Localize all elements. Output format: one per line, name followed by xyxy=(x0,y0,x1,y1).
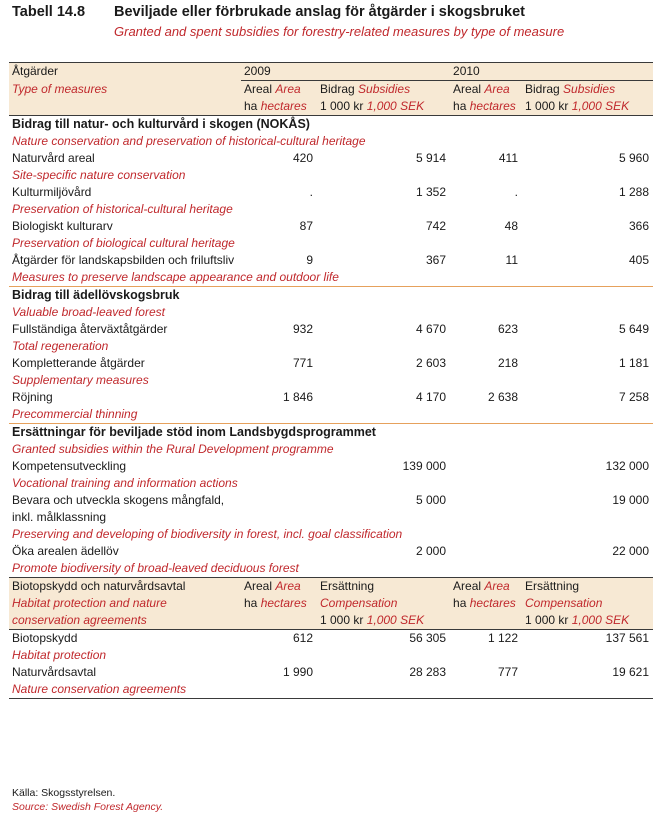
area-2009: . xyxy=(309,185,313,199)
header-year-2010: 2010 xyxy=(450,63,653,81)
table-row-en xyxy=(9,235,653,252)
section-title-en: Valuable broad-leaved forest xyxy=(12,305,165,319)
subsidy-2010: 366 xyxy=(629,219,650,233)
row-label-en: Site-specific nature conservation xyxy=(12,168,186,182)
header2-comp-en-2010: Compensation xyxy=(525,596,603,610)
subsidy-2010: 132 000 xyxy=(605,459,650,473)
table-row-en xyxy=(9,681,653,699)
area-2010: 1 122 xyxy=(487,631,519,645)
section-title-en-row xyxy=(9,304,653,321)
table-body xyxy=(9,63,653,699)
subsidy-2009: 139 000 xyxy=(402,459,447,473)
subsidy-2010: 1 181 xyxy=(619,356,650,370)
row-label-sv: Röjning xyxy=(12,390,53,404)
compensation-2010: 137 561 xyxy=(605,631,650,645)
header2-area-unit-2010: ha hectares xyxy=(453,596,516,610)
area-2009: 612 xyxy=(292,631,313,645)
subsidy-2010: 7 258 xyxy=(619,390,650,404)
table-row xyxy=(9,389,653,406)
row-label-sv: Fullständiga återväxtåtgärder xyxy=(12,322,168,336)
subsidy-2010: 5 960 xyxy=(619,151,650,165)
subsidy-2010: 22 000 xyxy=(612,544,650,558)
subsidy-2009: 4 170 xyxy=(415,390,447,404)
area-2010 xyxy=(450,543,522,560)
row-label-sv: Kulturmiljövård xyxy=(12,185,92,199)
row-label-sv: Biologiskt kulturarv xyxy=(12,219,113,233)
table-row-en xyxy=(9,475,653,492)
section-title-row xyxy=(9,287,653,305)
row-label-en: Measures to preserve landscape appearance and outdoor life xyxy=(12,270,339,284)
row-label-en: Preservation of historical-cultural heritage xyxy=(12,202,233,216)
row-label-en: Nature conservation agreements xyxy=(12,682,187,696)
row-label-en: Precommercial thinning xyxy=(12,407,138,421)
subsidy-2009: 5 914 xyxy=(415,151,447,165)
compensation-2010: 19 621 xyxy=(612,665,650,679)
row-label-en: Supplementary measures xyxy=(12,373,149,387)
subsidy-2009: 1 352 xyxy=(415,185,447,199)
area-2009: 771 xyxy=(292,356,313,370)
table-row xyxy=(9,150,653,167)
area-2010: 411 xyxy=(498,151,519,165)
table-row-en xyxy=(9,526,653,543)
header2-comp-2009: Ersättning xyxy=(320,579,375,593)
row-label-sv: Naturvårdsavtal xyxy=(12,665,97,679)
header-area-unit-2010: ha hectares xyxy=(453,99,516,113)
header-subsidy-unit-2009: 1 000 kr 1,000 SEK xyxy=(320,99,425,113)
section-title-en-row xyxy=(9,441,653,458)
area-2010 xyxy=(450,458,522,475)
area-2010: 777 xyxy=(497,665,519,679)
area-2009: 87 xyxy=(299,219,313,233)
row-label-sv: Biotopskydd xyxy=(12,631,78,645)
row-label-en: Preservation of biological cultural heritage xyxy=(12,236,235,250)
subsidy-2010: 5 649 xyxy=(619,322,650,336)
area-2010: 48 xyxy=(504,219,519,233)
source-english: Source: Swedish Forest Agency. xyxy=(12,801,164,813)
row-label-sv: Kompetensutveckling xyxy=(12,459,127,473)
section-title-en: Nature conservation and preservation of historical-cultural heritage xyxy=(12,134,366,148)
table-row xyxy=(9,252,653,269)
header-area-unit-2009: ha hectares xyxy=(244,99,307,113)
row-label-sv: Åtgärder för landskapsbilden och friluftsliv xyxy=(12,253,235,267)
table-row xyxy=(9,458,653,475)
section-title-en-row xyxy=(9,133,653,150)
header2-area-unit-2009: ha hectares xyxy=(244,596,307,610)
section-title-row xyxy=(9,424,653,442)
source-swedish: Källa: Skogsstyrelsen. xyxy=(12,787,116,799)
table-row-en xyxy=(9,647,653,664)
area-2009 xyxy=(241,458,317,475)
header2-label-en: Habitat protection and nature conservation agreements xyxy=(12,596,167,627)
row-label-en: Vocational training and information actions xyxy=(12,476,238,490)
area-2009 xyxy=(241,543,317,560)
header2-area-2010: Areal Area xyxy=(453,579,510,593)
section-title-sv: Bidrag till natur- och kulturvård i skogen (NOKÅS) xyxy=(12,117,310,131)
row-label-en: Promote biodiversity of broad-leaved deciduous forest xyxy=(12,561,299,575)
header-area-2009: Areal Area xyxy=(244,82,301,96)
header2-comp-en-2009: Compensation xyxy=(320,596,398,610)
header-row-units2 xyxy=(9,98,653,116)
compensation-2009: 28 283 xyxy=(409,665,447,679)
area-2010: . xyxy=(514,185,519,199)
row-label-sv: Naturvård areal xyxy=(12,151,95,165)
source-note xyxy=(12,786,163,814)
table-row-en xyxy=(9,338,653,355)
table-row xyxy=(9,543,653,560)
table-row-en xyxy=(9,201,653,218)
header-subsidy-2010: Bidrag Subsidies xyxy=(525,82,616,96)
header2-comp-2010: Ersättning xyxy=(525,579,580,593)
title-swedish: Beviljade eller förbrukade anslag för åtgärder i skogsbruket xyxy=(114,4,525,20)
section-title-row xyxy=(9,116,653,134)
header-subsidy-unit-2010: 1 000 kr 1,000 SEK xyxy=(525,99,630,113)
header2-comp-unit-2009: 1 000 kr 1,000 SEK xyxy=(320,613,425,627)
subsidy-2009: 5 000 xyxy=(415,493,447,507)
section-title-sv: Ersättningar för beviljade stöd inom Landsbygdsprogrammet xyxy=(12,425,376,439)
header2-comp-unit-2010: 1 000 kr 1,000 SEK xyxy=(525,613,630,627)
row-label-en: Preserving and developing of biodiversity in forest, incl. goal classification xyxy=(12,527,403,541)
header2-area-2009: Areal Area xyxy=(244,579,301,593)
header-label-en: Type of measures xyxy=(12,81,108,96)
subsidy-2009: 742 xyxy=(425,219,447,233)
header-row-years xyxy=(9,63,653,81)
row-label-sv: Kompletterande åtgärder xyxy=(12,356,145,370)
table-row-en xyxy=(9,560,653,578)
table-row xyxy=(9,218,653,235)
header2-row-1 xyxy=(9,578,653,596)
row-label-en: Total regeneration xyxy=(12,339,109,353)
subsidy-2009: 4 670 xyxy=(415,322,447,336)
table-row-en xyxy=(9,406,653,424)
subsidy-2010: 1 288 xyxy=(619,185,650,199)
header-year-2009: 2009 xyxy=(241,63,450,81)
table-number: Tabell 14.8 xyxy=(12,4,86,20)
section-title-en: Granted subsidies within the Rural Development programme xyxy=(12,442,334,456)
area-2009 xyxy=(241,492,317,526)
table-row-en xyxy=(9,269,653,287)
header-row-units1 xyxy=(9,81,653,99)
area-2009: 1 990 xyxy=(282,665,313,679)
table-row xyxy=(9,664,653,681)
subsidy-2009: 2 603 xyxy=(415,356,447,370)
subsidy-2010: 405 xyxy=(629,253,650,267)
compensation-2009: 56 305 xyxy=(409,631,447,645)
table-row xyxy=(9,321,653,338)
row-label-sv: Öka arealen ädellöv xyxy=(12,544,119,558)
title-english: Granted and spent subsidies for forestry-related measures by type of measure xyxy=(114,24,565,39)
header2-row-2 xyxy=(9,595,653,612)
header2-empty-2010 xyxy=(450,612,522,630)
table-row-en xyxy=(9,167,653,184)
row-label-en: Habitat protection xyxy=(12,648,107,662)
area-2010 xyxy=(450,492,522,526)
area-2010: 11 xyxy=(505,253,519,267)
subsidies-table xyxy=(9,62,653,699)
area-2010: 218 xyxy=(497,356,519,370)
header-subsidy-2009: Bidrag Subsidies xyxy=(320,82,411,96)
row-label-sv: Bevara och utveckla skogens mångfald, inkl. målklassning xyxy=(12,493,225,524)
area-2009: 1 846 xyxy=(282,390,313,404)
area-2009: 420 xyxy=(292,151,313,165)
header-area-2010: Areal Area xyxy=(453,82,510,96)
subsidy-2009: 367 xyxy=(425,253,447,267)
area-2010: 2 638 xyxy=(487,390,519,404)
table-row xyxy=(9,492,653,526)
header2-empty-2009 xyxy=(241,612,317,630)
area-2009: 932 xyxy=(292,322,313,336)
table-row-en xyxy=(9,372,653,389)
header-label-sv: Åtgärder xyxy=(12,64,59,78)
subsidy-2009: 2 000 xyxy=(415,544,447,558)
subsidy-2010: 19 000 xyxy=(612,493,650,507)
table-row xyxy=(9,355,653,372)
table-row xyxy=(9,630,653,648)
section-title-sv: Bidrag till ädellövskogsbruk xyxy=(12,288,180,302)
table-row xyxy=(9,184,653,201)
area-2010: 623 xyxy=(497,322,519,336)
area-2009: 9 xyxy=(306,253,313,267)
header2-label-sv: Biotopskydd och naturvårdsavtal xyxy=(12,579,186,593)
